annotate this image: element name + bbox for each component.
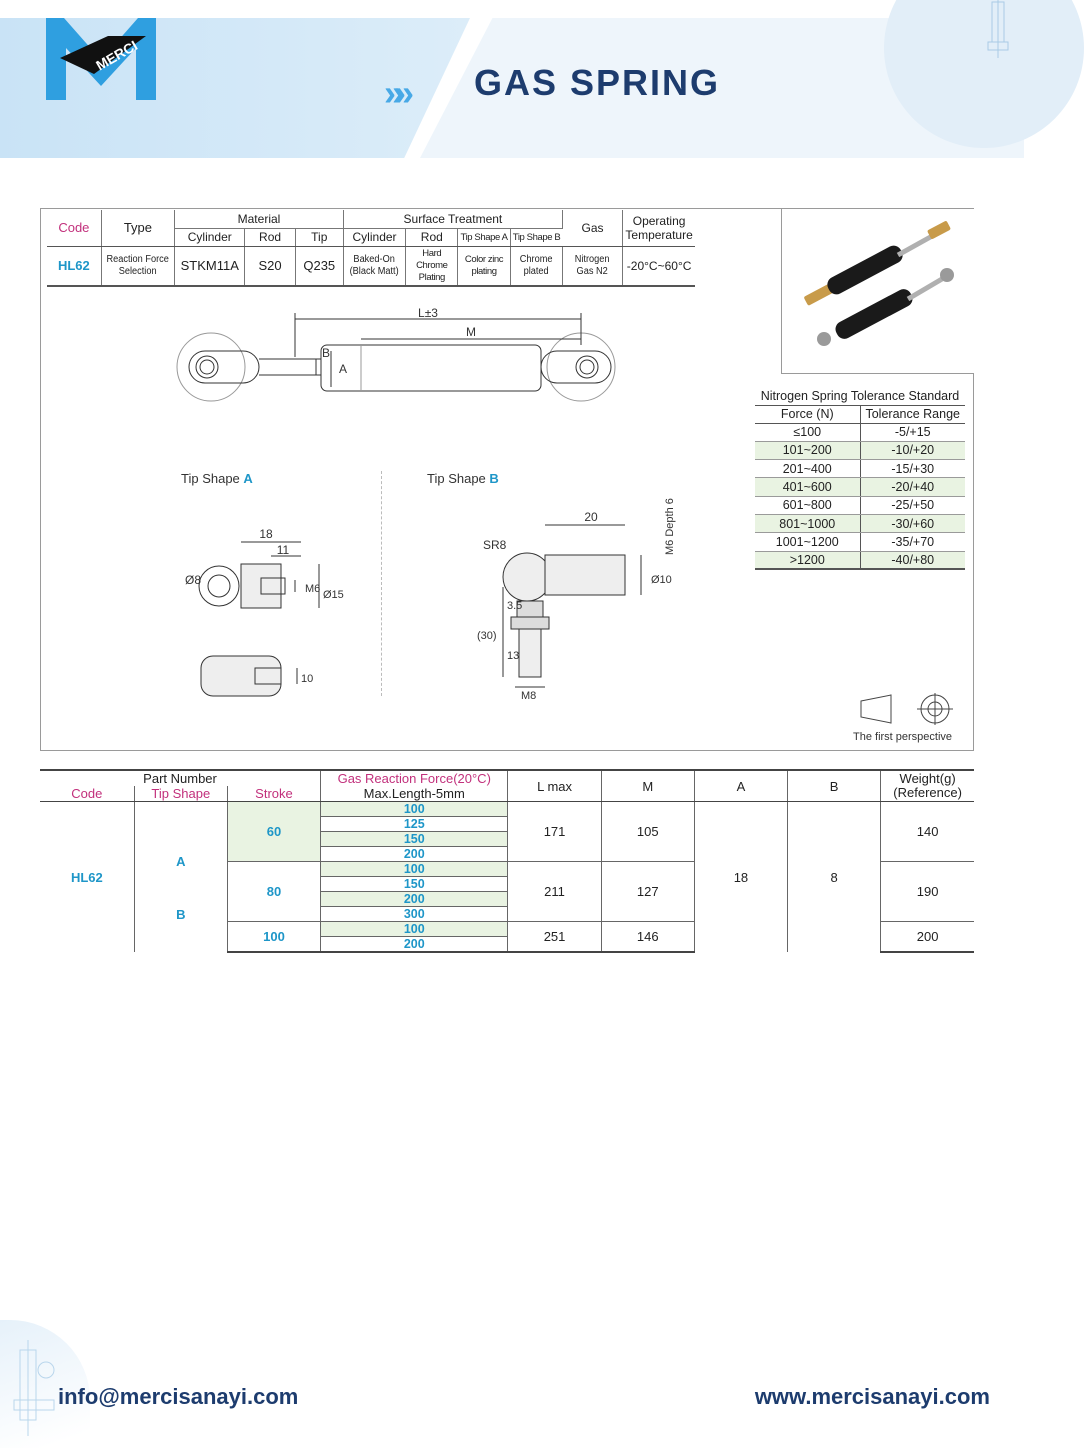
b-dim-sr8: SR8 bbox=[483, 538, 507, 552]
td-weight: 200 bbox=[881, 922, 974, 953]
footer-email-link[interactable]: info@mercisanayi.com bbox=[58, 1384, 299, 1409]
gas-spring-image-1 bbox=[804, 220, 952, 306]
spec-panel bbox=[40, 208, 974, 751]
spec-table bbox=[47, 210, 695, 287]
table-row bbox=[755, 478, 965, 496]
td-m: 127 bbox=[601, 862, 694, 922]
td-tip: Q235 bbox=[295, 246, 343, 286]
divider bbox=[381, 471, 382, 696]
td-lmax: 171 bbox=[508, 802, 601, 862]
tip-shape-a-title: Tip Shape A bbox=[181, 471, 253, 486]
th-rod: Rod bbox=[245, 228, 295, 246]
th-gas-force: Gas Reaction Force(20°C) bbox=[321, 770, 508, 786]
tolerance-table bbox=[755, 387, 965, 570]
first-perspective-label: The first perspective bbox=[853, 731, 953, 743]
tol-range: -5/+15 bbox=[860, 423, 965, 441]
tol-range: -25/+50 bbox=[860, 496, 965, 514]
product-photo bbox=[781, 209, 974, 374]
td-rod: S20 bbox=[245, 246, 295, 286]
td-cylinder: STKM11A bbox=[175, 246, 245, 286]
th-tip-a: Tip Shape A bbox=[458, 228, 510, 246]
tol-col-force: Force (N) bbox=[755, 405, 860, 423]
corner-drawing-decoration bbox=[984, 0, 1014, 65]
th-code: Code bbox=[40, 786, 134, 802]
merci-logo bbox=[46, 18, 156, 100]
tol-range: -10/+20 bbox=[860, 441, 965, 459]
th-cylinder: Cylinder bbox=[175, 228, 245, 246]
td-temp: -20°C~60°C bbox=[623, 246, 695, 286]
tol-force: 801~1000 bbox=[755, 514, 860, 532]
td-weight: 140 bbox=[881, 802, 974, 862]
tol-range: -20/+40 bbox=[860, 478, 965, 496]
td-b: 8 bbox=[788, 802, 881, 953]
td-type: Reaction Force Selection bbox=[104, 246, 171, 286]
table-row bbox=[755, 460, 965, 478]
td-force: 100 bbox=[321, 922, 508, 937]
td-force: 200 bbox=[321, 937, 508, 953]
b-dim-13: 13 bbox=[507, 650, 520, 662]
td-force: 100 bbox=[321, 802, 508, 817]
tol-range: -35/+70 bbox=[860, 533, 965, 551]
td-force: 150 bbox=[321, 832, 508, 847]
dim-A: A bbox=[338, 362, 348, 376]
td-s-tip-b: Chrome plated bbox=[512, 246, 560, 286]
table-row bbox=[40, 802, 974, 817]
td-stroke: 80 bbox=[227, 862, 320, 922]
first-perspective-icon bbox=[857, 693, 967, 727]
tol-range: -15/+30 bbox=[860, 460, 965, 478]
tol-force: 401~600 bbox=[755, 478, 860, 496]
td-force: 150 bbox=[321, 877, 508, 892]
th-code: Code bbox=[47, 210, 101, 246]
th-gas: Gas bbox=[562, 210, 622, 246]
tip-b-drawing bbox=[441, 491, 701, 701]
footer-website-link[interactable]: www.mercisanayi.com bbox=[754, 1384, 990, 1409]
td-tip-a: A bbox=[134, 847, 227, 877]
tol-force: 1001~1200 bbox=[755, 533, 860, 551]
a-dim-d8: Ø8 bbox=[185, 573, 202, 587]
dim-M: M bbox=[466, 325, 476, 339]
table-row bbox=[755, 551, 965, 569]
logo-text: MERCI bbox=[93, 37, 141, 74]
td-m: 105 bbox=[601, 802, 694, 862]
a-dim-11: 11 bbox=[276, 543, 290, 557]
tol-range: -40/+80 bbox=[860, 551, 965, 569]
b-dim-m6-depth: M6 Depth 6 bbox=[664, 498, 676, 555]
td-lmax: 251 bbox=[508, 922, 601, 953]
page-title: GAS SPRING bbox=[474, 62, 721, 103]
th-weight: Weight(g) (Reference) bbox=[881, 770, 974, 802]
td-gas: Nitrogen Gas N2 bbox=[565, 246, 620, 286]
a-dim-18: 18 bbox=[259, 527, 273, 541]
th-tip: Tip bbox=[295, 228, 343, 246]
table-row bbox=[755, 514, 965, 532]
td-lmax: 211 bbox=[508, 862, 601, 922]
table-row bbox=[755, 496, 965, 514]
th-operating: Operating Temperature bbox=[623, 210, 695, 246]
a-dim-d15: Ø15 bbox=[323, 589, 344, 601]
tol-force: 601~800 bbox=[755, 496, 860, 514]
th-s-rod: Rod bbox=[406, 228, 458, 246]
b-dim-30: (30) bbox=[477, 630, 497, 642]
td-code: HL62 bbox=[70, 869, 103, 885]
td-weight: 190 bbox=[881, 862, 974, 922]
td-s-rod: Hard Chrome Plating bbox=[406, 246, 458, 286]
td-a: 18 bbox=[694, 802, 787, 953]
th-max-length: Max.Length-5mm bbox=[321, 786, 508, 802]
th-s-cylinder: Cylinder bbox=[343, 228, 405, 246]
th-surface: Surface Treatment bbox=[343, 210, 562, 228]
td-code: HL62 bbox=[47, 246, 101, 286]
b-dim-m8: M8 bbox=[521, 690, 537, 702]
td-force: 200 bbox=[321, 892, 508, 907]
table-row bbox=[755, 441, 965, 459]
th-lmax: L max bbox=[508, 770, 601, 802]
td-s-cylinder: Baked-On (Black Matt) bbox=[346, 246, 403, 286]
th-type: Type bbox=[101, 210, 174, 246]
table-row bbox=[755, 533, 965, 551]
tol-force: 201~400 bbox=[755, 460, 860, 478]
tip-shape-b-title: Tip Shape B bbox=[427, 471, 499, 486]
td-stroke: 60 bbox=[227, 802, 320, 862]
th-b: B bbox=[788, 770, 881, 802]
td-force: 100 bbox=[321, 862, 508, 877]
part-table bbox=[40, 769, 974, 953]
tol-force: >1200 bbox=[755, 551, 860, 569]
th-tip-b: Tip Shape B bbox=[510, 228, 562, 246]
tol-range: -30/+60 bbox=[860, 514, 965, 532]
a-dim-10: 10 bbox=[301, 673, 314, 685]
td-tip-b: B bbox=[134, 877, 227, 953]
gas-spring-drawing bbox=[171, 305, 621, 415]
b-dim-d10: Ø10 bbox=[651, 574, 672, 586]
dim-B: B bbox=[321, 346, 331, 360]
tip-a-drawing bbox=[171, 524, 344, 704]
td-force: 200 bbox=[321, 847, 508, 862]
th-m: M bbox=[601, 770, 694, 802]
th-material: Material bbox=[175, 210, 344, 228]
dim-L: L±3 bbox=[418, 306, 438, 320]
tol-force: 101~200 bbox=[755, 441, 860, 459]
td-stroke: 100 bbox=[227, 922, 320, 953]
td-s-tip-a: Color zinc plating bbox=[458, 246, 510, 286]
tol-title: Nitrogen Spring Tolerance Standard bbox=[755, 387, 965, 405]
tol-force: ≤100 bbox=[755, 423, 860, 441]
table-row bbox=[755, 423, 965, 441]
th-tip-shape: Tip Shape bbox=[134, 786, 227, 802]
td-m: 146 bbox=[601, 922, 694, 953]
tol-col-range: Tolerance Range bbox=[860, 405, 965, 423]
th-stroke: Stroke bbox=[227, 786, 320, 802]
b-dim-20: 20 bbox=[584, 510, 598, 524]
td-force: 125 bbox=[321, 817, 508, 832]
chevrons-icon: »» bbox=[384, 72, 405, 113]
th-a: A bbox=[694, 770, 787, 802]
td-force: 300 bbox=[321, 907, 508, 922]
a-dim-m6: M6 bbox=[305, 583, 321, 595]
b-dim-35: 3.5 bbox=[507, 600, 523, 612]
th-part-number: Part Number bbox=[40, 770, 321, 786]
